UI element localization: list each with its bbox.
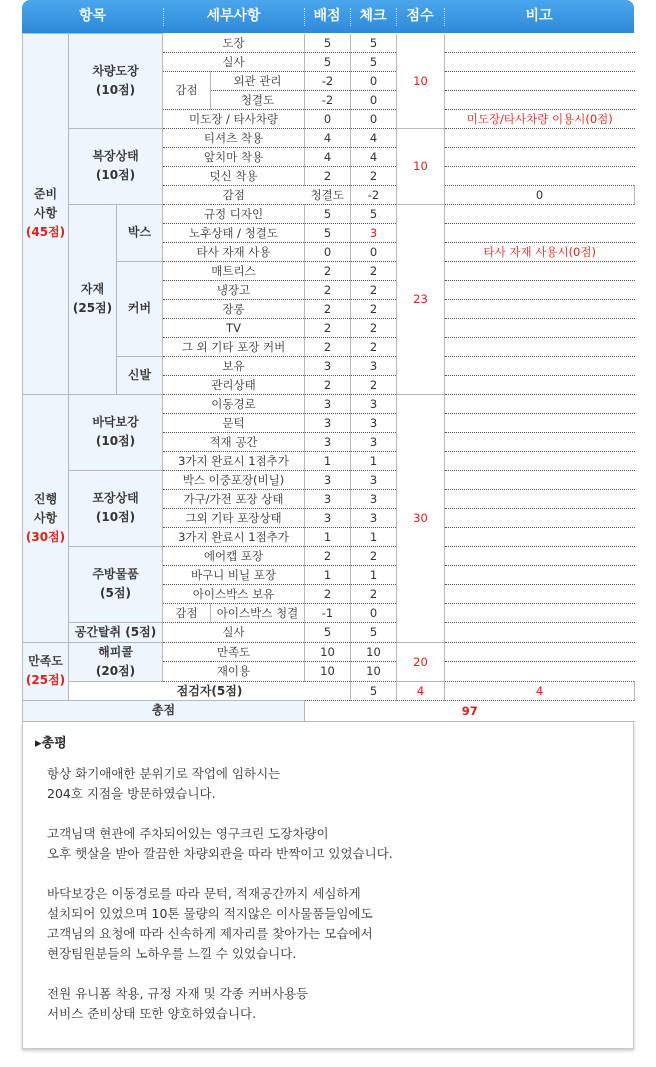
material-shoes: 신발 [117,356,163,394]
row-remark [445,261,635,280]
row-allot: 2 [305,375,351,394]
row-detail: 아이스박스 보유 [163,584,305,603]
row-check: 2 [351,318,397,337]
row-check: 10 [351,642,397,662]
row-detail: 앞치마 착용 [163,147,305,166]
section-score: 23 [397,204,445,394]
row-check: 2 [351,166,397,185]
category-prep-label: 준비 사항 [33,187,58,221]
row-check: 2 [351,261,397,280]
row-remark [445,166,635,185]
row-allot: 1 [305,451,351,470]
row-allot: 0 [305,242,351,261]
clothes-deduct-label: 감점 [163,185,305,204]
row-allot: -2 [351,185,397,204]
kitchen-deduct-label: 감점 [163,603,211,622]
section-score: 10 [397,128,445,204]
header-detail: 세부사항 [206,8,261,24]
score-table [22,33,635,722]
row-check: 1 [351,451,397,470]
row-detail: 청결도 [211,90,305,109]
row-detail: 그외 기타 포장상태 [163,508,305,527]
row-remark [445,508,635,527]
row-detail: 재이용 [163,662,305,682]
row-remark [445,470,635,489]
row-allot: -2 [305,90,351,109]
row-check: 5 [351,622,397,642]
row-check: 3 [351,470,397,489]
row-allot: 2 [305,546,351,565]
row-remark: 미도장/타사차량 이용시(0점) [445,109,635,128]
row-remark [445,223,635,242]
row-detail: 이동경로 [163,394,305,413]
table-row [23,394,635,413]
inspector-label: 점검자(5점) [69,681,351,700]
row-detail: 만족도 [163,642,305,662]
subcategory-happycall: 해피콜 (20점) [69,642,163,681]
row-allot: 2 [305,261,351,280]
row-remark [445,662,635,682]
row-check: 5 [351,52,397,71]
category-progress: 진행 사항 (30점) [23,394,69,642]
row-remark [445,280,635,299]
row-remark [445,546,635,565]
category-prep-points: (45점) [25,225,66,240]
row-remark [445,394,635,413]
row-remark [445,71,635,90]
row-allot: 5 [305,223,351,242]
row-check: 4 [351,128,397,147]
row-check: 3 [351,356,397,375]
row-check: 2 [351,299,397,318]
row-detail: 미도장 / 타사차량 [163,109,305,128]
row-allot: 0 [305,109,351,128]
subcategory-kitchen: 주방물품 (5점) [69,546,163,622]
row-check: 2 [351,280,397,299]
row-detail: 3가지 완료시 1점추가 [163,527,305,546]
row-detail: 규정 디자인 [163,204,305,223]
row-allot: 3 [305,413,351,432]
total-label: 총점 [23,700,305,721]
subcategory-floor: 바닥보강 (10점) [69,394,163,470]
section-score: 10 [397,34,445,129]
row-remark [445,90,635,109]
row-check: 1 [351,527,397,546]
subcategory-car-label: 차량도장 (10점) [92,63,139,97]
row-allot: 5 [305,204,351,223]
inspector-row [23,681,635,700]
row-detail: 3가지 완료시 1점추가 [163,451,305,470]
table-row [23,470,635,489]
table-row [23,622,635,642]
row-remark [445,299,635,318]
row-allot: -2 [305,71,351,90]
row-check: 2 [351,546,397,565]
row-detail: 관리상태 [163,375,305,394]
row-check: 0 [445,185,635,204]
row-remark [445,584,635,603]
section-score: 20 [397,642,445,681]
row-allot: 2 [305,337,351,356]
car-deduct-label: 감점 [163,71,211,109]
table-row [23,128,635,147]
evaluation-report [22,0,634,1049]
row-check: 3 [351,413,397,432]
header-check: 체크 [359,8,387,24]
summary-title [35,732,67,751]
header-score: 점수 [406,8,434,24]
subcategory-car [69,34,163,129]
category-prep [23,34,69,395]
row-detail: 매트리스 [163,261,305,280]
row-check: 3 [351,432,397,451]
row-remark [445,128,635,147]
row-detail: 장롱 [163,299,305,318]
row-check: 4 [351,147,397,166]
row-detail: 아이스박스 청결 [211,603,305,622]
row-remark [445,52,635,71]
row-allot: 10 [305,642,351,662]
clothes-deduct-item: 청결도 [305,185,351,204]
row-check: 10 [351,662,397,682]
row-check: 0 [351,242,397,261]
row-allot: 3 [305,470,351,489]
row-remark [445,413,635,432]
row-allot: 4 [305,147,351,166]
table-row [23,546,635,565]
row-allot: 4 [305,128,351,147]
header-remark: 비고 [525,8,553,24]
row-allot: 3 [305,508,351,527]
row-remark: 타사 자재 사용시(0점) [445,242,635,261]
row-detail: 바구니 비닐 포장 [163,565,305,584]
row-allot: 3 [305,356,351,375]
row-detail: 에어캡 포장 [163,546,305,565]
row-detail: 문턱 [163,413,305,432]
subcategory-material: 자재 (25점) [69,204,117,394]
row-remark [445,356,635,375]
table-row [23,642,635,662]
row-allot: 3 [305,489,351,508]
row-check: 2 [351,375,397,394]
row-remark [445,375,635,394]
row-remark [445,432,635,451]
row-detail: 티셔츠 착용 [163,128,305,147]
total-value: 97 [305,700,635,721]
row-remark [445,565,635,584]
row-check: 0 [351,71,397,90]
row-check: 3 [351,223,397,242]
row-remark [445,337,635,356]
row-allot: -1 [305,603,351,622]
row-detail: 실사 [163,622,305,642]
header-allot: 배점 [313,8,341,24]
row-detail: 외관 관리 [211,71,305,90]
row-detail: TV [163,318,305,337]
row-remark [445,204,635,223]
row-allot: 3 [305,394,351,413]
row-allot: 2 [305,280,351,299]
row-detail: 타사 자재 사용 [163,242,305,261]
inspector-score: 4 [445,681,635,700]
table-header [22,0,634,33]
row-check: 5 [351,34,397,53]
summary-body: 항상 화기애애한 분위기로 작업에 임하시는 204호 지점을 방문하였습니다. 고객님댁 현관에 주차되어있는 영구크린 도장차량이 오후 햇살을 받아 깔끔한 차량외관을 따라 반짝이고 있었습니다. 바닥보강은 이동경로를 따라 문턱, 적재공간까지 세심하게 설치되어 있었으며 10톤 물량의 적지않은 이사물품들임에도 고객님의 요청에 따라 신속하게 제자리를 찾아가는 모습에서 현장팀원분들의 노하우를 느낄 수 있었습니다. 전원 유니폼 착용, 규정 자재 및 각종 커버사용등 서비스 준비상태 또한 양호하였습니다. [47,765,393,1021]
row-allot: 2 [305,166,351,185]
row-remark [445,489,635,508]
row-check: 0 [351,109,397,128]
summary-title-text: 총평 [41,735,67,751]
row-detail: 가구/가전 포장 상태 [163,489,305,508]
row-detail: 적재 공간 [163,432,305,451]
row-check: 2 [351,337,397,356]
row-detail: 박스 이중포장(비닐) [163,470,305,489]
row-check: 3 [351,508,397,527]
row-check: 5 [351,204,397,223]
subcategory-clothes: 복장상태 (10점) [69,128,163,204]
row-remark [445,318,635,337]
row-allot: 5 [305,622,351,642]
inspector-allot: 5 [351,681,397,700]
row-allot: 1 [305,527,351,546]
row-remark [445,147,635,166]
row-check: 1 [351,565,397,584]
table-row [23,34,635,53]
row-allot: 2 [305,318,351,337]
row-detail: 덧신 착용 [163,166,305,185]
row-detail: 냉장고 [163,280,305,299]
row-remark [445,451,635,470]
inspector-check: 4 [397,681,445,700]
material-cover: 커버 [117,261,163,356]
row-allot: 2 [305,299,351,318]
section-score: 30 [397,394,445,642]
bullet-triangle-icon: ▸ [35,735,42,751]
row-detail: 실사 [163,52,305,71]
subcategory-space: 공간탈취 (5점) [69,622,163,642]
header-item: 항목 [78,8,107,24]
material-box: 박스 [117,204,163,261]
row-allot: 2 [305,584,351,603]
row-remark [445,34,635,53]
row-detail: 도장 [163,34,305,53]
row-remark [445,527,635,546]
category-satisfaction: 만족도 (25점) [23,642,69,700]
summary-panel [22,722,634,1049]
row-remark [445,642,635,662]
row-allot: 1 [305,565,351,584]
row-remark [445,622,635,642]
row-remark [445,603,635,622]
row-allot: 3 [305,432,351,451]
row-check: 3 [351,489,397,508]
row-detail: 보유 [163,356,305,375]
subcategory-packing: 포장상태 (10점) [69,470,163,546]
row-check: 2 [351,584,397,603]
row-check: 0 [351,603,397,622]
row-detail: 노후상태 / 청결도 [163,223,305,242]
row-detail: 그 외 기타 포장 커버 [163,337,305,356]
row-allot: 10 [305,662,351,682]
row-allot: 5 [305,52,351,71]
row-allot: 5 [305,34,351,53]
row-check: 0 [351,90,397,109]
table-row [23,204,635,223]
row-check: 3 [351,394,397,413]
total-row [23,700,635,721]
